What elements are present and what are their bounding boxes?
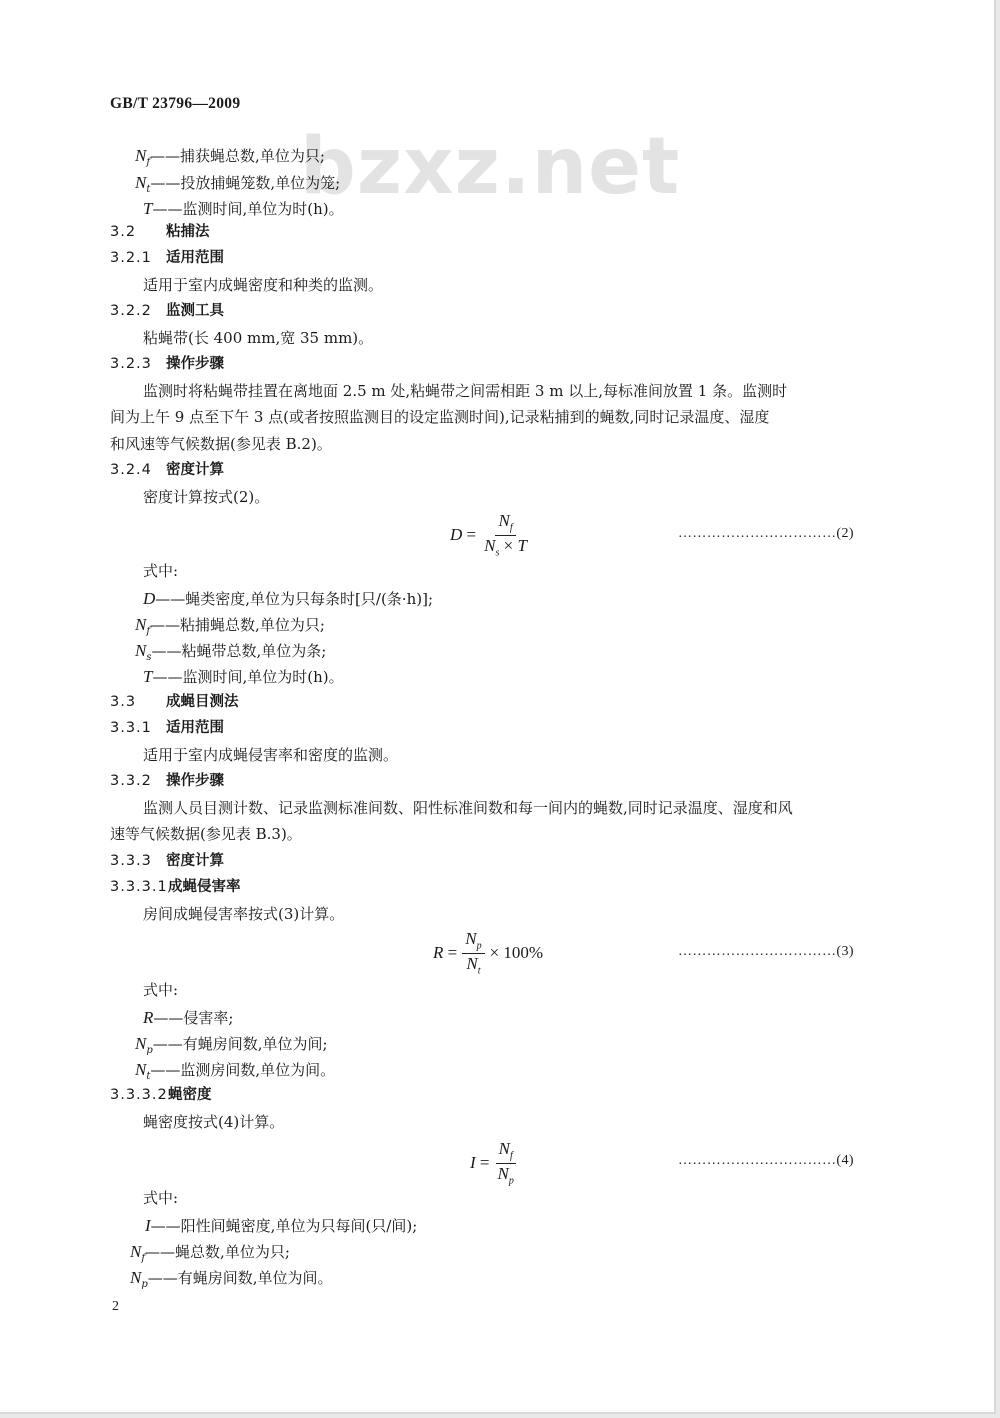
section-heading: 3.3.3.2蝇密度 (110, 1087, 212, 1103)
symbol-definition: $N_t——$监测房间数,单位为间。 (135, 1060, 336, 1082)
section-heading: 3.2.2 监测工具 (110, 303, 224, 319)
symbol-definition: $N_t——$投放捕蝇笼数,单位为笼; (135, 173, 341, 195)
symbol-definition: $N_p——$有蝇房间数,单位为间。 (130, 1268, 333, 1290)
symbol-definition: T——监测时间,单位为时(h)。 (143, 199, 344, 218)
equation-number: ……………………………(2) (678, 526, 854, 541)
symbol-definition: $N_f——$蝇总数,单位为只; (130, 1242, 290, 1264)
section-heading: 3.3.3.1成蝇侵害率 (110, 879, 241, 895)
symbol-definition: D——蝇类密度,单位为只每条时[只/(条·h)]; (143, 589, 433, 608)
equation-number: ……………………………(4) (678, 1153, 854, 1168)
paragraph: 速等气候数据(参见表 B.3)。 (110, 825, 302, 843)
paragraph: 监测人员目测计数、记录监测标准间数、阳性标准间数和每一间内的蝇数,同时记录温度、湿度和风 (143, 799, 793, 817)
paragraph: 粘蝇带(长 400 mm,宽 35 mm)。 (143, 329, 374, 347)
page-number: 2 (112, 1299, 119, 1314)
paragraph: 密度计算按式(2)。 (143, 488, 270, 506)
symbol-definition: $N_p——$有蝇房间数,单位为间; (135, 1034, 328, 1056)
paragraph: 适用于室内成蝇密度和种类的监测。 (143, 276, 384, 294)
where-label: 式中: (143, 1189, 179, 1207)
document-header: GB/T 23796—2009 (110, 95, 241, 112)
symbol-definition: I——阳性间蝇密度,单位为只每间(只/间); (145, 1216, 418, 1235)
section-heading: 3.3.3 密度计算 (110, 853, 224, 869)
section-heading: 3.2 粘捕法 (110, 224, 210, 240)
section-heading: 3.3.2 操作步骤 (110, 773, 224, 789)
equation-2: D = $\frac{N_f}{N_s \times T}$ (450, 511, 527, 559)
symbol-definition: $N_f——$粘捕蝇总数,单位为只; (135, 615, 325, 637)
section-heading: 3.2.3 操作步骤 (110, 356, 224, 372)
equation-3: R = $\frac{N_p}{N_t}$ × 100% (433, 929, 544, 977)
section-heading: 3.3.1 适用范围 (110, 720, 224, 736)
equation-number: ……………………………(3) (678, 944, 854, 959)
equation-4: I = $\frac{N_f}{N_p}$ (470, 1139, 514, 1187)
paragraph: 蝇密度按式(4)计算。 (143, 1113, 285, 1131)
section-heading: 3.2.4 密度计算 (110, 462, 224, 478)
symbol-definition: $N_f——$捕获蝇总数,单位为只; (135, 146, 325, 168)
where-label: 式中: (143, 981, 179, 999)
symbol-definition: T——监测时间,单位为时(h)。 (143, 667, 344, 686)
watermark: bzxz.net (300, 122, 681, 212)
paragraph: 间为上午 9 点至下午 3 点(或者按照监测目的设定监测时间),记录粘捕到的蝇数,同时记录温度、湿度 (110, 408, 770, 426)
paragraph: 房间成蝇侵害率按式(3)计算。 (143, 905, 345, 923)
symbol-definition: $N_s——$粘蝇带总数,单位为条; (135, 641, 327, 663)
paragraph: 适用于室内成蝇侵害率和密度的监测。 (143, 746, 399, 764)
section-heading: 3.2.1 适用范围 (110, 250, 224, 266)
paragraph: 和风速等气候数据(参见表 B.2)。 (110, 435, 332, 453)
paragraph: 监测时将粘蝇带挂置在离地面 2.5 m 处,粘蝇带之间需相距 3 m 以上,每标准间放置 1 条。监测时 (143, 382, 788, 400)
where-label: 式中: (143, 562, 179, 580)
section-heading: 3.3 成蝇目测法 (110, 694, 239, 710)
symbol-definition: R——侵害率; (143, 1008, 234, 1027)
